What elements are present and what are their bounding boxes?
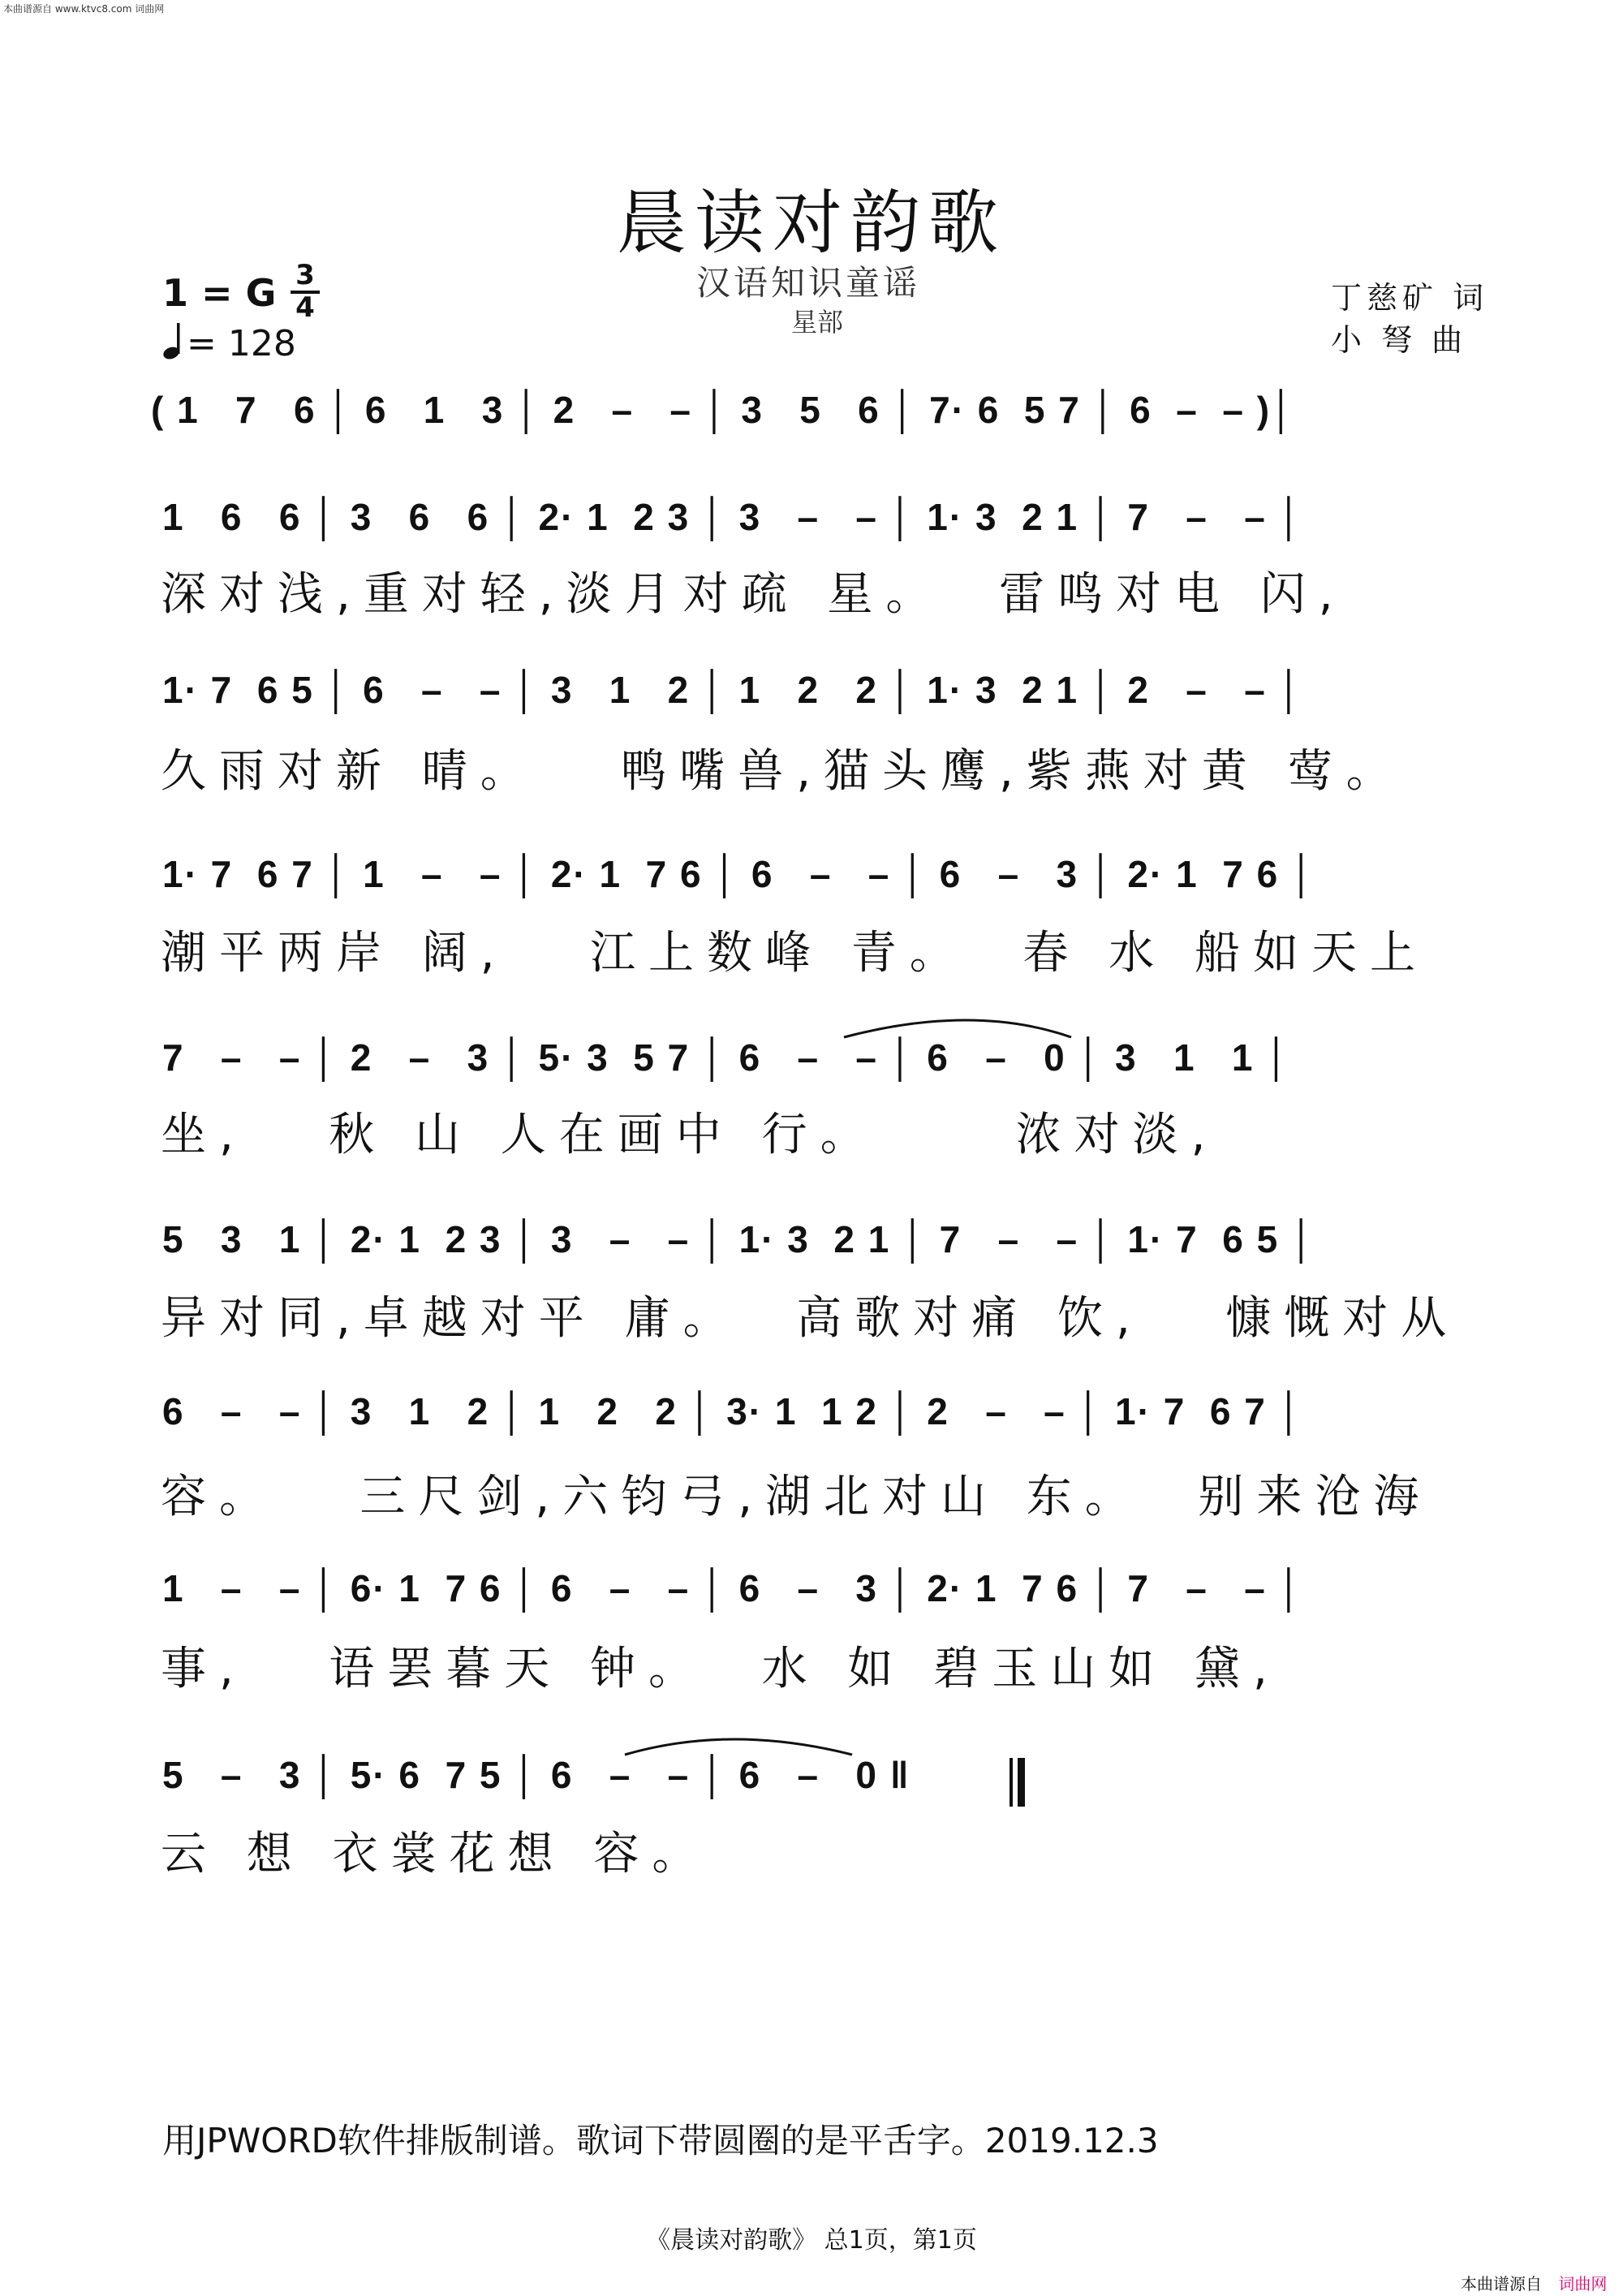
lyrics-row: 坐, 秋 山 人在画中 行。 浓对淡, [161,1109,1219,1161]
notation-row: 5 3 1 │ 2· 1 2 3 │ 3 – – │ 1· 3 2 1 │ 7 – – │ 1· 7 6 5 │ [162,1218,1316,1260]
song-title: 晨读对韵歌 [617,183,1006,264]
lyrics-row: 深对浅,重对轻,淡月对疏 星。 雷鸣对电 闪, [161,568,1346,621]
key-signature: 1 = G [162,271,277,315]
source-watermark-text: 本曲谱源自 [1461,2274,1542,2294]
notation-row: 6 – – │ 3 1 2 │ 1 2 2 │ 3· 1 1 2 │ 2 – – │ 1· 7 6 7 │ [162,1390,1304,1432]
song-subtitle: 汉语知识童谣 [696,263,921,303]
tempo-marking [162,321,296,364]
tie-mark [844,1020,1071,1037]
composer-credit: 小 弩 曲 [1331,322,1468,358]
notation-row: ( 1 7 6 │ 6 1 3 │ 2 – – │ 3 5 6 │ 7· 6 5 7 │ 6 – – )│ [151,389,1296,431]
source-watermark [1461,2271,1607,2294]
time-signature [291,259,320,324]
notation-row: 7 – – │ 2 – 3 │ 5· 3 5 7 │ 6 – – │ 6 – 0 │ 3 1 1 │ [162,1036,1292,1079]
lyrics-row: 异对同,卓越对平 庸。 高歌对痛 饮, 慷慨对从 [161,1292,1460,1345]
score-line-9 [162,1753,1485,1826]
score-line-2 [162,495,1485,568]
lyrics-row: 久雨对新 晴。 鸭嘴兽,猫头鹰,紫燕对黄 莺。 [161,745,1405,798]
score-line-7 [162,1389,1485,1462]
score-line-6 [162,1217,1485,1290]
lyrics-row: 云 想 衣裳花想 容。 [161,1828,711,1880]
score-line-5 [162,1036,1485,1109]
section-label: 星部 [791,307,844,338]
notation-row: 1· 7 6 5 │ 6 – – │ 3 1 2 │ 1 2 2 │ 1· 3 2 1 │ 2 – – │ [162,669,1304,711]
footer-note: 用JPWORD软件排版制谱。歌词下带圆圈的是平舌字。2019.12.3 [162,2121,1159,2160]
lyrics-row: 容。 三尺剑,六钧弓,湖北对山 东。 别来沧海 [161,1471,1432,1523]
tempo-value: = 128 [187,323,296,364]
site-logo: 词曲网 [1558,2274,1608,2294]
lyrics-row: 潮平两岸 阔, 江上数峰 青。 春 水 船如天上 [161,927,1429,980]
notation-row: 1 6 6 │ 3 6 6 │ 2· 1 2 3 │ 3 – – │ 1· 3 2 1 │ 7 – – │ [162,496,1304,538]
notation-row: 1 – – │ 6· 1 7 6 │ 6 – – │ 6 – 3 │ 2· 1 7 6 │ 7 – – │ [162,1567,1304,1609]
page-footer: 《晨读对韵歌》 总1页，第1页 [646,2226,977,2255]
time-sig-bottom: 4 [295,291,315,324]
lyricist-credit: 丁慈矿 词 [1331,280,1489,316]
notation-row: 5 – 3 │ 5· 6 7 5 │ 6 – – │ 6 – 0 ‖ [162,1754,911,1796]
score-line-3 [162,668,1485,741]
score-line-4 [162,852,1485,925]
quarter-note-icon [162,321,187,359]
time-sig-top: 3 [295,259,315,291]
notation-row: 1· 7 6 7 │ 1 – – │ 2· 1 7 6 │ 6 – – │ 6 – 3 │ 2· 1 7 6 │ [162,853,1316,895]
score-line-8 [162,1566,1485,1639]
score-line-1 [151,388,1474,461]
lyrics-row: 事, 语罢暮天 钟。 水 如 碧玉山如 黛, [161,1643,1281,1695]
source-header: 本曲谱源自 www.ktvc8.com 词曲网 [3,3,165,15]
